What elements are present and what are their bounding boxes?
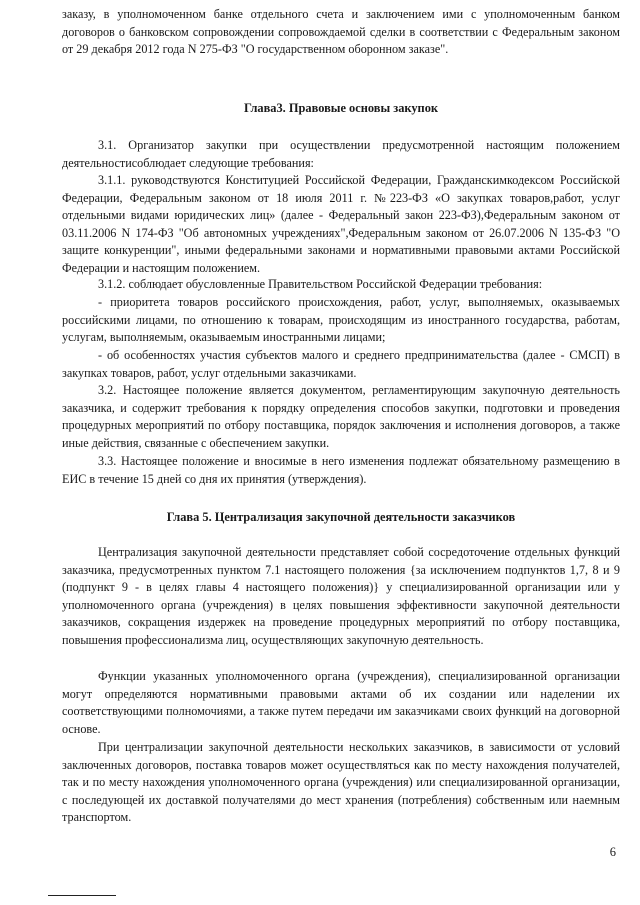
paragraph-5-centralization: Централизация закупочной деятельности представляет собой сосредоточение отдельных функций заказчика, предусмотренных пунктом 7.1 настоящего положения {за исключением подпунктов 1,7, 8 и 9 (подпункт 9 - в целях главы 4 настоящего положения)} у специализированной организации или у уполномоченного органа (учреждения) в целях повышения эффективности закупочной деятельности заказчиков, сокращения издержек на проведение процедурных мероприятий по отбору поставщика, повышения профессионализма лиц, осуществляющих закупочную деятельность. [62, 545, 620, 647]
paragraph-3-2: 3.2. Настоящее положение является документом, регламентирующим закупочную деятельность заказчика, и содержит требования к порядку определения способов закупки, подготовки и проведения процедурных мероприятий по отбору поставщика, порядок заключения и исполнения договоров, а также иные действия, связанные с обеспечением закупки. [62, 383, 620, 450]
paragraph-intro-continuation: заказу, в уполномоченном банке отдельного счета и заключением ими с уполномоченным банком договоров о банковском сопровождении сопровождаемой сделки в соответствии с Федеральным законом от 29 декабря 2012 года N 275-ФЗ "О государственном оборонном заказе". [62, 7, 620, 57]
page-number: 6 [609, 845, 616, 859]
paragraph-3-1: 3.1. Организатор закупки при осуществлении предусмотренной настоящим положением деятельностисоблюдает следующие требования: [62, 138, 620, 170]
paragraph-5-delivery: При централизации закупочной деятельности нескольких заказчиков, в зависимости от условий заключенных договоров, поставка товаров может осуществляться как по месту нахождения получателей, так и по месту нахождения уполномоченного органа (учреждения) или специализированной организации, с последующей их доставкой получателями до мест хранения (потребления) собственным или наемным транспортом. [62, 740, 620, 825]
paragraph-3-1-2: 3.1.2. соблюдает обусловленные Правительством Российской Федерации требования: [98, 277, 543, 291]
chapter-5-heading: Глава 5. Централизация закупочной деятельности заказчиков [166, 510, 516, 524]
paragraph-5-functions: Функции указанных уполномоченного органа (учреждения), специализированной организации могут определяются нормативными правовыми актами об их создании или наделении их соответствующими полномочиями, а также путем передачи им заказчиками своих функций на договорной основе. [62, 669, 620, 736]
footnote-divider [48, 895, 116, 896]
bullet-priority-russian-goods: - приоритета товаров российского происхождения, работ, услуг, выполняемых, оказываемых российскими лицами, по отношению к товарам, происходящим из иностранного государства, работам, услугам, выполняемым, оказываемым иностранными лицами; [62, 295, 620, 345]
bullet-smsp-participation: - об особенностях участия субъектов малого и среднего предпринимательства (далее - СМСП) в закупках товаров, работ, услуг отдельными заказчиками. [62, 348, 620, 380]
paragraph-3-3: 3.3. Настоящее положение и вносимые в него изменения подлежат обязательному размещению в ЕИС в течение 15 дней со дня их принятия (утверждения). [62, 454, 620, 486]
chapter-3-heading: Глава3. Правовые основы закупок [243, 101, 439, 115]
paragraph-3-1-1: 3.1.1. руководствуются Конституцией Российской Федерации, Гражданскимкодексом Российской Федерации, Федеральным законом от 18 июля 2011 г. №223-ФЗ «О закупках товаров,работ, услуг отдельными видами юридических лиц» (далее - Федеральный закон 223-ФЗ),Федеральным законом от 03.11.2006 N 174-ФЗ "Об автономных учреждениях",Федеральным законом от 26.07.2006 N 135-ФЗ "О защите конкуренции", иными федеральными законами и нормативными правовыми актами Российской Федерации и настоящим положением. [62, 173, 620, 275]
